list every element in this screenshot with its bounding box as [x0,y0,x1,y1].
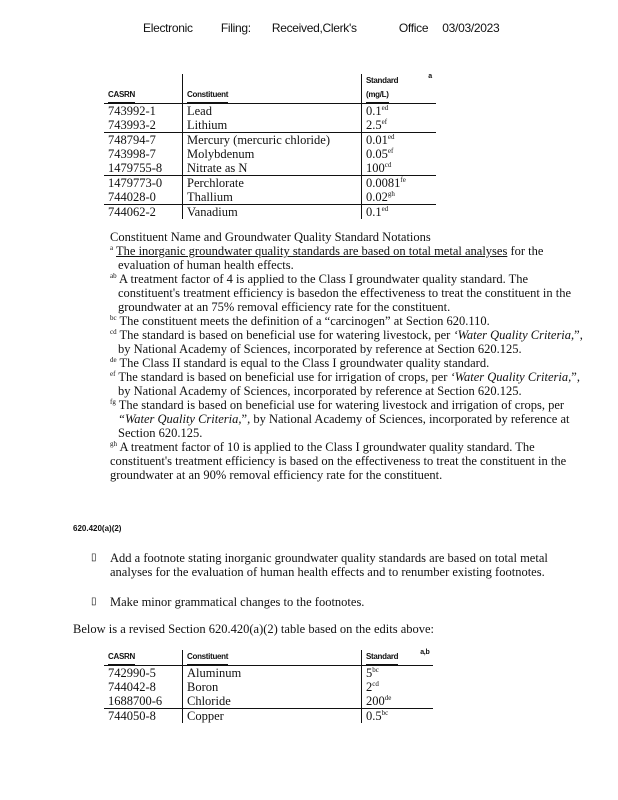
footnote-mark: ab [110,272,117,280]
footnote [110,370,590,398]
footnote-text: The standard is based on beneficial use for irrigation of crops, per [118,370,451,384]
standard-cell [362,694,434,709]
revised-constituent-table [104,650,433,723]
standard-value: 0.02 [366,190,388,204]
standard-value: 2 [366,680,373,694]
standard-value: 0.0081 [366,176,401,190]
constituent-cell: Mercury (mercuric chloride) [183,133,362,148]
footnote [110,314,590,328]
footnote [110,244,590,272]
footnote-text: The inorganic groundwater quality standards are based on total metal analyses [116,244,508,258]
table-row [104,161,436,176]
standard-cell [362,118,436,133]
bullet-item [91,595,591,609]
constituent-cell: Lead [183,104,362,119]
table-header-row [104,650,433,666]
footnote-text: The standard is based on beneficial use for watering livestock and irrigation of crops, per [118,398,565,412]
bullet-item [91,551,591,579]
constituent-cell: Lithium [183,118,362,133]
casrn-cell: 744028-0 [108,190,156,204]
casrn-cell: 744050-8 [104,709,183,724]
table-row [104,176,436,191]
constituent-cell: Nitrate as N [183,161,362,176]
standard-value: 0.01 [366,133,388,147]
constituent-cell: Vanadium [183,205,362,220]
standard-value: 0.5 [366,709,382,723]
header-casrn: CASRN [108,650,135,665]
footnote-mark: bc [110,314,117,322]
casrn-cell: 744062-2 [104,205,183,220]
standard-note: ed [381,104,389,112]
footnote-text: The Class II standard is equal to the Class I groundwater quality standard. [119,356,490,370]
table-row [104,147,436,161]
casrn-cell: 744042-8 [108,680,156,694]
footnote [110,328,590,356]
footnote [110,356,590,370]
standard-note: de [384,694,392,702]
header-standard-note: a [428,73,432,80]
standard-note: gh [387,190,395,198]
table-row [104,666,433,681]
footnote-text: A treatment factor of 10 is applied to the Class I groundwater quality standard. The constituent's treatment efficiency is based on the effectiveness to treat the constituent in the groundwater at an 90% removal efficiency rate for the constituent. [110,440,567,482]
casrn-cell: 1688700-6 [108,694,163,708]
table-row [104,205,436,220]
bullet-icon: ▯ [91,596,97,607]
table-row [104,190,436,205]
standard-note: cd [384,161,392,169]
footnote-text: A treatment factor of 4 is applied to the Class I groundwater quality standard. The constituent's treatment efficiency is basedon the effectiveness to treat the constituent in the groundwater at an 75% removal efficiency rate for the constituent. [118,272,572,314]
standard-cell [362,680,434,694]
standard-note: ef [381,118,388,126]
footnote-text-cont: ”, by National Academy of Sciences, incorporated by reference at Section 620.125. [118,412,570,440]
footnote-text: The standard is based on beneficial use for watering livestock, per [119,328,454,342]
footnote-mark: fg [110,398,116,406]
bullet-icon: ▯ [91,552,97,563]
standard-cell [362,104,436,119]
header-constituent: Constituent [187,650,228,665]
standard-value: 0.1 [366,205,382,219]
casrn-cell: 1479773-0 [104,176,183,191]
constituent-cell: Chloride [183,694,362,709]
standard-note: fe [400,176,406,184]
filing-header: Electronic Filing: Received,Clerk's Office 03/03/2023 [143,21,500,35]
standard-value: 0.05 [366,147,388,161]
standard-cell [362,133,436,148]
standard-note: ed [381,205,389,213]
casrn-cell: 742990-5 [104,666,183,681]
revised-table-intro: Below is a revised Section 620.420(a)(2) table based on the edits above: [73,622,435,636]
footnote-mark: de [110,356,117,364]
constituent-cell: Aluminum [183,666,362,681]
table-row [104,118,436,133]
footnote-citation: ‘Water Quality Criteria, [453,328,575,342]
standard-note: bc [372,666,379,674]
standard-cell [362,190,436,205]
table-row [104,133,436,148]
header-standard: Standard [366,76,399,85]
casrn-cell: 743993-2 [108,118,156,132]
standard-cell [362,176,436,191]
footnote-mark: cd [110,328,117,336]
constituent-cell: Molybdenum [183,147,362,161]
standard-value: 100 [366,161,385,175]
standard-value: 0.1 [366,104,382,118]
footnote-mark: gh [110,440,117,448]
header-constituent: Constituent [187,88,228,103]
constituent-cell: Copper [183,709,362,724]
footnote [110,398,590,440]
bullet-text: Add a footnote stating inorganic groundwater quality standards are based on total metal analyses for the evaluation of human health effects and to renumber existing footnotes. [110,551,548,579]
standard-note: bc [381,709,389,717]
table-row [104,694,433,709]
notations [110,230,590,482]
header-standard-note: a,b [420,649,430,656]
footnote-mark: a [110,244,114,252]
table-header-row [104,74,436,104]
footnote-text-cont: for the evaluation of human health effects. [118,244,544,272]
standard-value: 2.5 [366,118,382,132]
header-units: (mg/L) [366,88,389,103]
standard-cell [362,147,436,161]
footnote-text-cont: ”, by National Academy of Sciences, incorporated by reference at Section 620.125. [118,328,583,356]
footnote-text: The constituent meets the definition of a “carcinogen” at Section 620.110. [119,314,490,328]
casrn-cell: 743998-7 [108,147,156,161]
standard-value: 5 [366,666,373,680]
footnote [110,440,590,482]
standard-cell [362,161,436,176]
casrn-cell: 743992-1 [104,104,183,119]
casrn-cell: 748794-7 [104,133,183,148]
footnote-citation: ‘Water Quality Criteria, [450,370,572,384]
constituent-cell: Thallium [183,190,362,205]
bullet-text: Make minor grammatical changes to the footnotes. [110,595,365,609]
standard-value: 200 [366,694,385,708]
constituent-cell: Boron [183,680,362,694]
standard-note: cd [372,680,379,688]
header-casrn: CASRN [108,88,135,103]
notations-title: Constituent Name and Groundwater Quality Standard Notations [110,230,431,244]
header-standard: Standard [366,650,398,665]
standard-cell [362,709,434,724]
footnote-mark: ef [110,370,116,378]
footnote-text-cont: ”, by National Academy of Sciences, incorporated by reference at Section 620.125. [118,370,580,398]
constituent-cell: Perchlorate [183,176,362,191]
table-row [104,709,433,724]
table-row [104,104,436,119]
casrn-cell: 1479755-8 [108,161,163,175]
section-label: 620.420(a)(2) [73,524,122,533]
constituent-table [104,74,436,219]
table-row [104,680,433,694]
standard-cell [362,666,434,681]
footnote-citation: “Water Quality Criteria, [118,412,242,426]
footnote [110,272,590,314]
standard-note: ef [387,147,394,155]
standard-note: ed [387,133,395,141]
standard-cell [362,205,436,220]
